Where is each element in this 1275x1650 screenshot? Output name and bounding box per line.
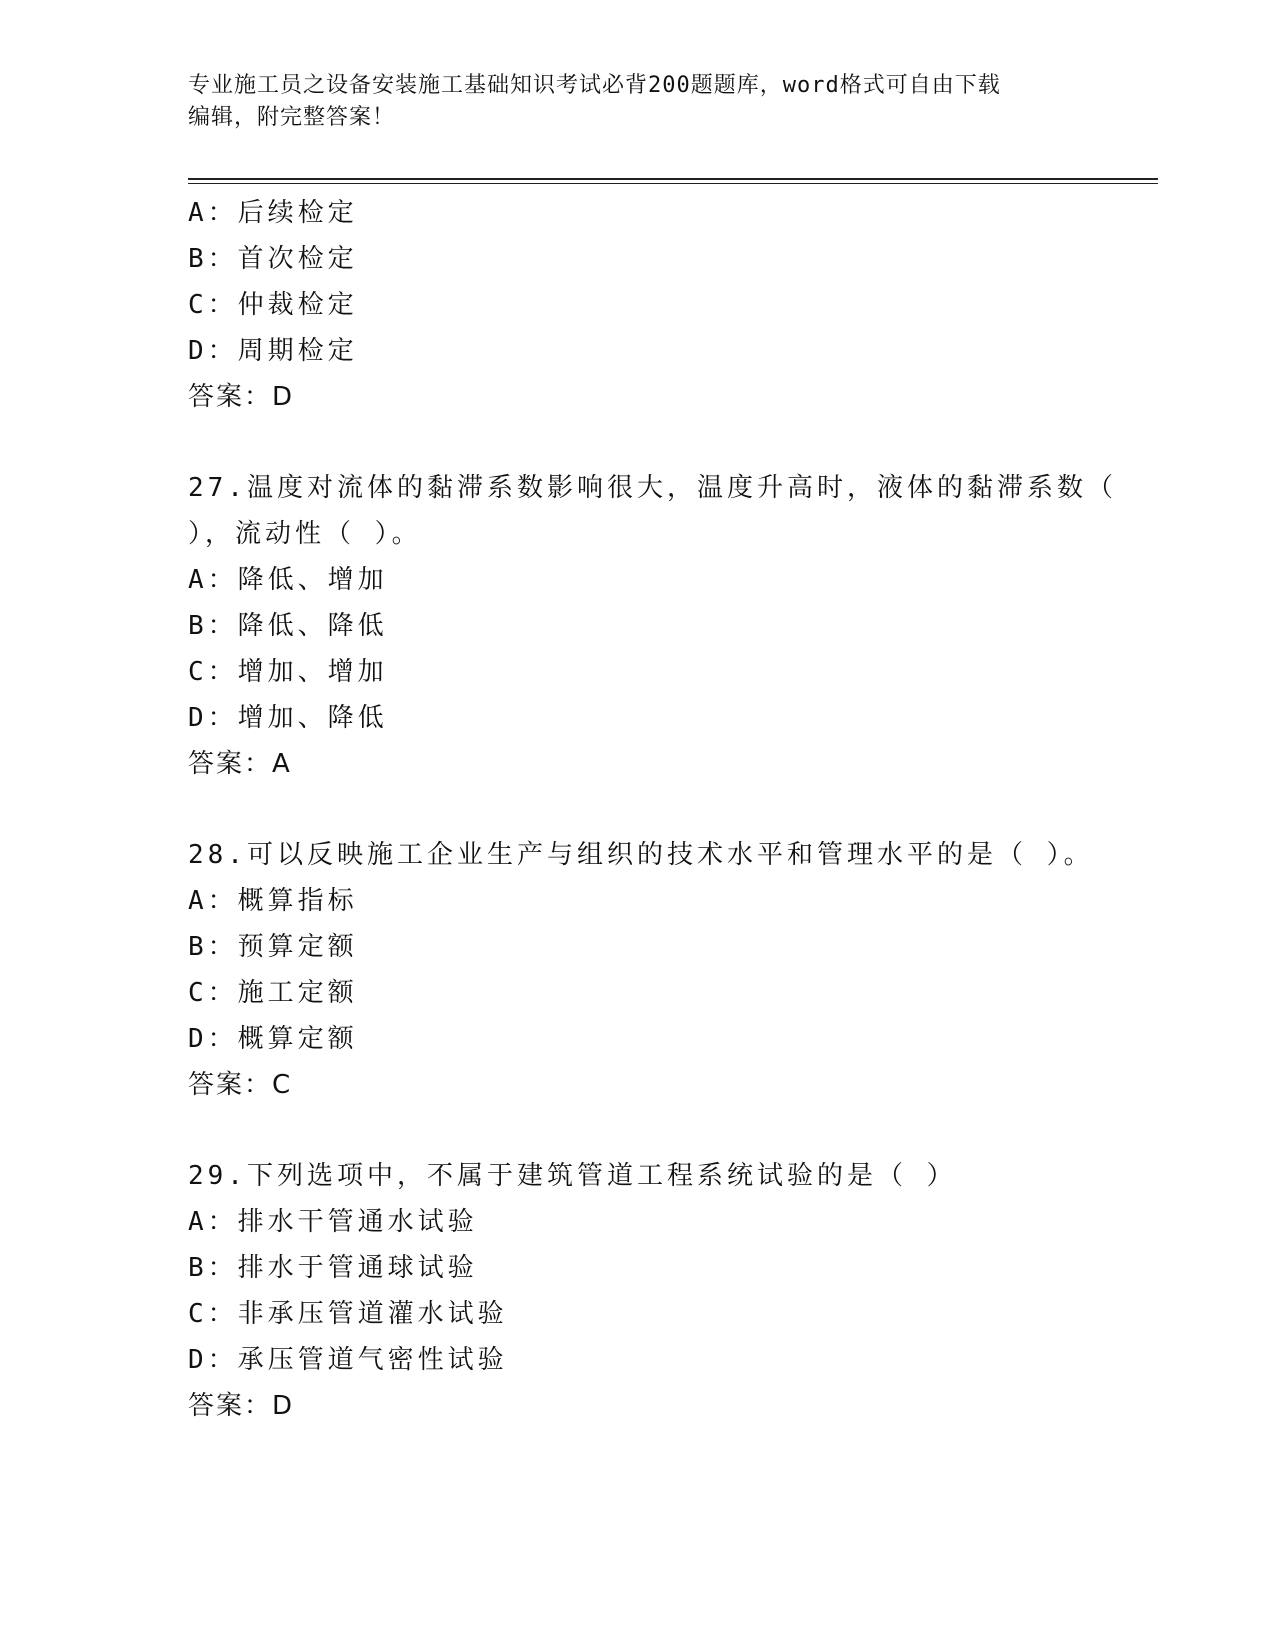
answer: 答案：D xyxy=(188,1391,295,1421)
spacer xyxy=(188,420,1088,465)
header-line-1: 专业施工员之设备安装施工基础知识考试必背200题题库，word格式可自由下载 xyxy=(188,73,1001,98)
option-d: D：承压管道气密性试验 xyxy=(188,1345,508,1375)
option-c: C：仲裁检定 xyxy=(188,290,358,320)
question-text-line-1: 27.温度对流体的黏滞系数影响很大，温度升高时，液体的黏滞系数（ xyxy=(188,473,1117,503)
option-b: B：降低、降低 xyxy=(188,611,388,641)
answer: 答案：A xyxy=(188,749,292,779)
question-27 xyxy=(188,465,1117,787)
option-c: C：非承压管道灌水试验 xyxy=(188,1299,508,1329)
answer: 答案：D xyxy=(188,382,295,412)
option-a: A：后续检定 xyxy=(188,198,358,228)
option-c: C：增加、增加 xyxy=(188,657,388,687)
spacer xyxy=(188,1108,1088,1153)
option-a: A：排水干管通水试验 xyxy=(188,1207,478,1237)
option-a: A：降低、增加 xyxy=(188,565,388,595)
question-28 xyxy=(188,832,1094,1108)
option-a: A：概算指标 xyxy=(188,886,358,916)
option-d: D：增加、降低 xyxy=(188,703,388,733)
option-c: C：施工定额 xyxy=(188,978,358,1008)
option-d: D：周期检定 xyxy=(188,336,358,366)
question-list xyxy=(188,190,1117,1429)
question-29 xyxy=(188,1153,1088,1429)
question-text: 28.可以反映施工企业生产与组织的技术水平和管理水平的是（ ）。 xyxy=(188,840,1094,870)
option-d: D：概算定额 xyxy=(188,1024,358,1054)
spacer xyxy=(188,787,1088,832)
header-line-2: 编辑，附完整答案！ xyxy=(188,105,396,130)
question-text: 29.下列选项中，不属于建筑管道工程系统试验的是（ ） xyxy=(188,1161,957,1191)
option-b: B：首次检定 xyxy=(188,244,358,274)
option-b: B：排水于管通球试验 xyxy=(188,1253,478,1283)
question-26 xyxy=(188,190,1088,420)
document-header xyxy=(188,70,1088,134)
option-b: B：预算定额 xyxy=(188,932,358,962)
question-text-line-2: ），流动性（ ）。 xyxy=(188,519,422,549)
answer: 答案：C xyxy=(188,1070,293,1100)
header-divider xyxy=(188,178,1158,184)
